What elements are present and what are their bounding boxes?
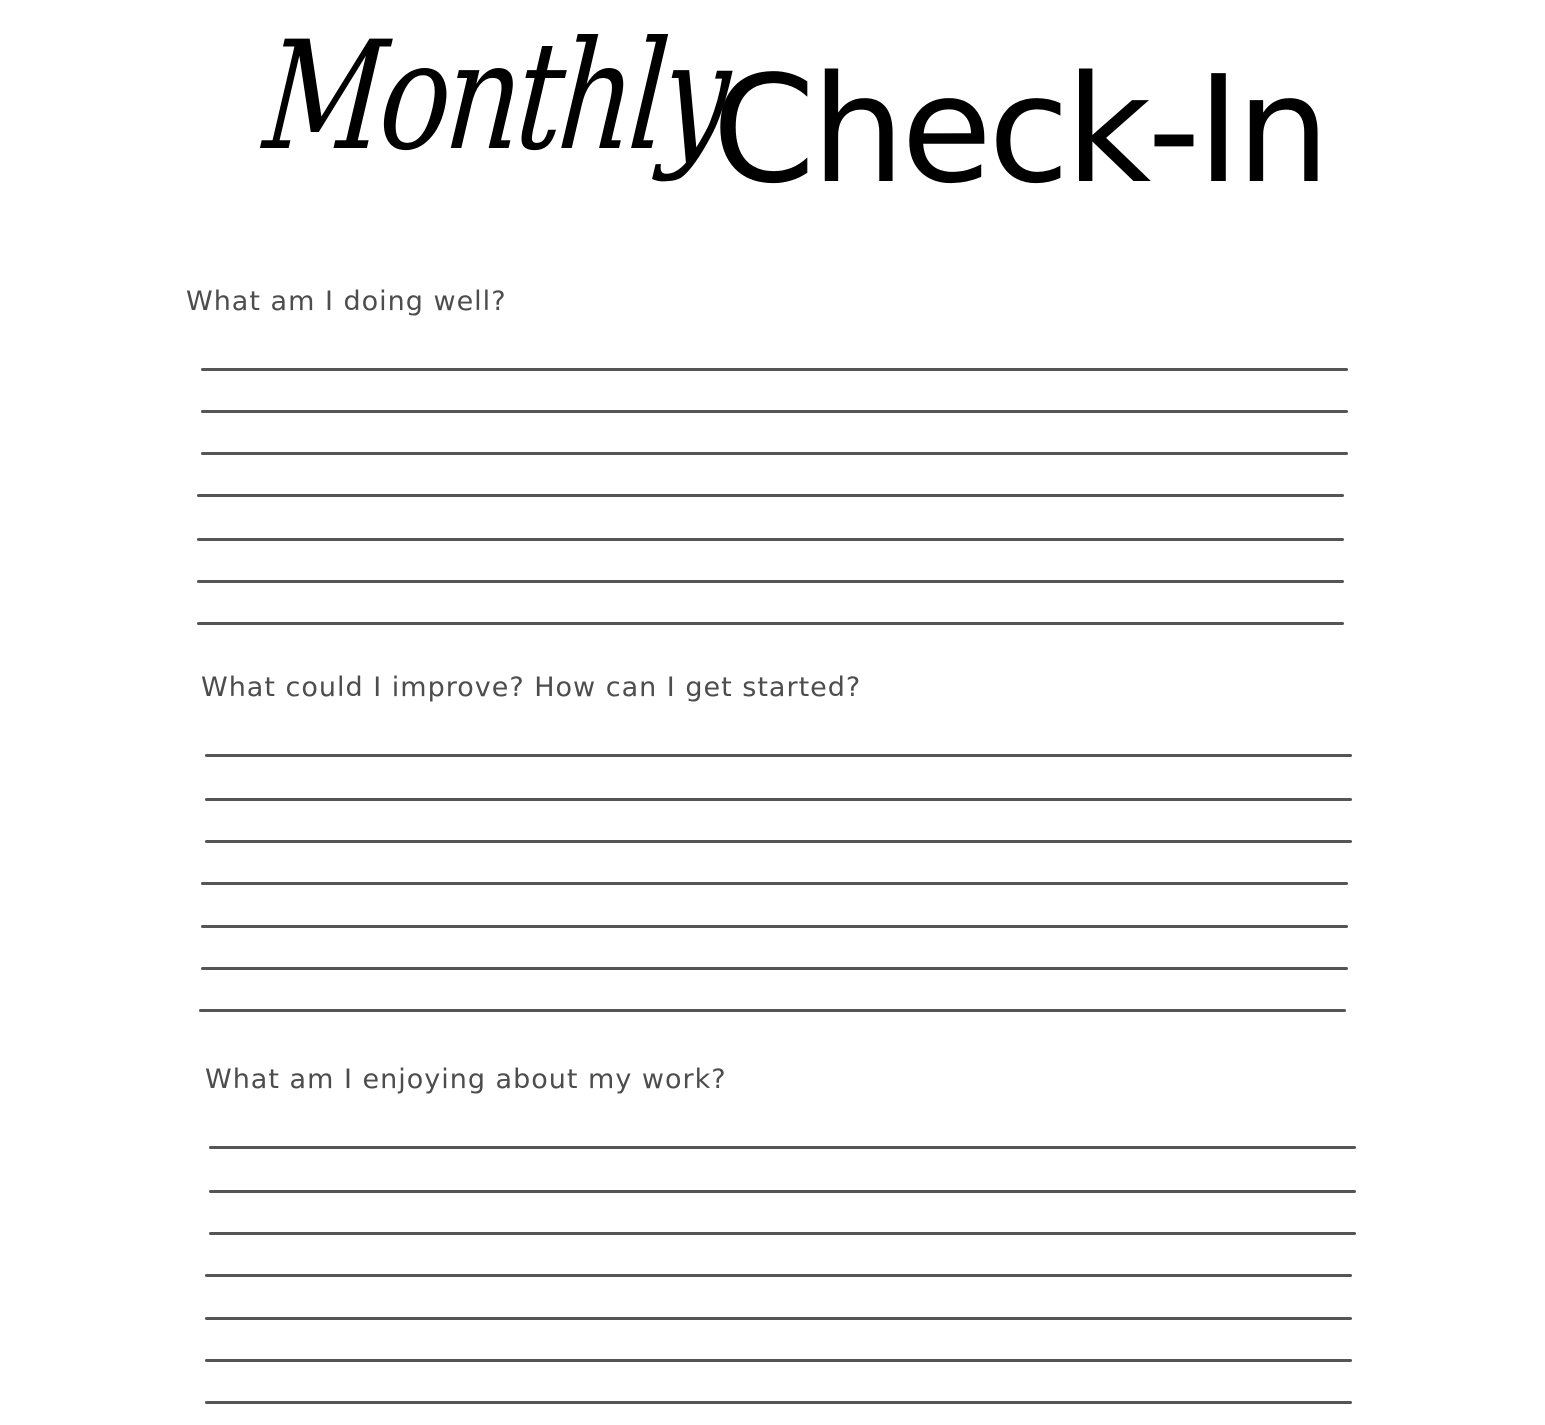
writing-line[interactable] [209, 1232, 1356, 1235]
question-doing-well: What am I doing well? [186, 286, 507, 317]
title-script-text: Monthly [258, 10, 732, 184]
question-enjoying: What am I enjoying about my work? [205, 1064, 727, 1095]
writing-line[interactable] [197, 580, 1344, 583]
writing-line[interactable] [205, 840, 1352, 843]
writing-line[interactable] [209, 1190, 1356, 1193]
writing-line[interactable] [205, 1274, 1352, 1277]
writing-line[interactable] [201, 452, 1348, 455]
writing-line[interactable] [201, 368, 1348, 371]
writing-line[interactable] [197, 494, 1344, 497]
writing-line[interactable] [197, 538, 1344, 541]
writing-line[interactable] [205, 1401, 1352, 1404]
writing-line[interactable] [201, 967, 1348, 970]
writing-line[interactable] [205, 1359, 1352, 1362]
writing-line[interactable] [209, 1146, 1356, 1149]
writing-line[interactable] [197, 622, 1344, 625]
writing-line[interactable] [201, 925, 1348, 928]
writing-line[interactable] [199, 1009, 1346, 1012]
writing-line[interactable] [205, 754, 1352, 757]
question-improve: What could I improve? How can I get started? [201, 672, 862, 703]
writing-line[interactable] [201, 882, 1348, 885]
title-bold-text: Check-In [712, 44, 1327, 216]
writing-line[interactable] [201, 410, 1348, 413]
writing-line[interactable] [205, 1317, 1352, 1320]
page-title [0, 0, 1545, 250]
writing-line[interactable] [205, 798, 1352, 801]
